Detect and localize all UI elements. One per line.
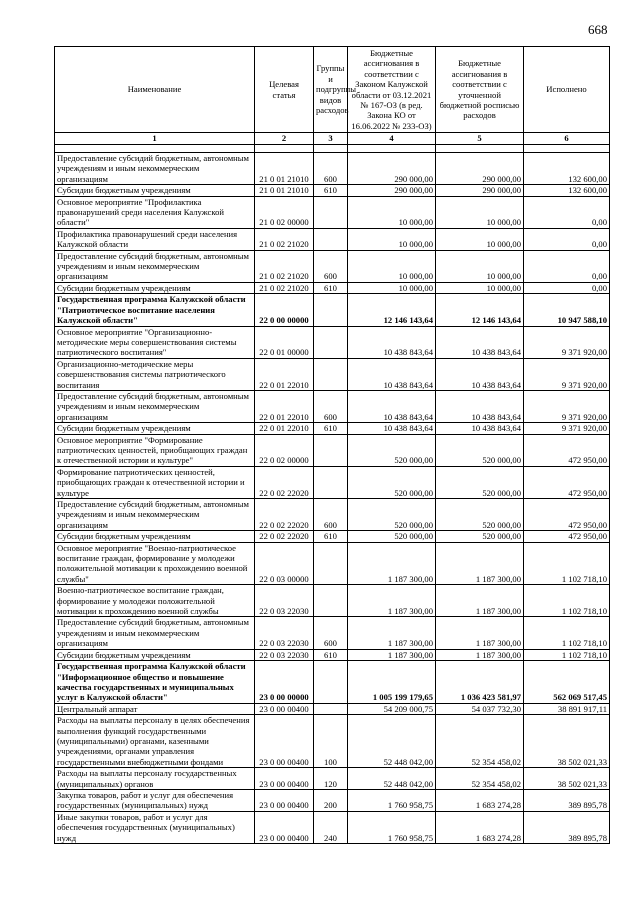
page-number: 668 bbox=[588, 22, 608, 37]
row-executed-amount-cell: 1 102 718,10 bbox=[524, 542, 610, 585]
row-expense-kind-cell: 240 bbox=[314, 811, 348, 843]
row-refined-amount-cell: 10 000,00 bbox=[436, 196, 524, 228]
row-executed-amount-cell: 132 600,00 bbox=[524, 153, 610, 185]
row-refined-amount-cell: 10 438 843,64 bbox=[436, 423, 524, 434]
row-target-code-cell: 21 0 02 21020 bbox=[255, 250, 314, 282]
row-refined-amount-cell: 1 683 274,28 bbox=[436, 789, 524, 811]
row-name-cell: Субсидии бюджетным учреждениям bbox=[55, 531, 255, 542]
row-law-amount-cell: 10 000,00 bbox=[348, 250, 436, 282]
row-expense-kind-cell bbox=[314, 326, 348, 358]
row-law-amount-cell: 1 187 300,00 bbox=[348, 649, 436, 660]
row-expense-kind-cell bbox=[314, 661, 348, 704]
row-expense-kind-cell: 610 bbox=[314, 649, 348, 660]
row-name-cell: Государственная программа Калужской области "Патриотическое воспитание населения Калужской области" bbox=[55, 294, 255, 326]
row-law-amount-cell: 1 187 300,00 bbox=[348, 585, 436, 617]
row-executed-amount-cell: 9 371 920,00 bbox=[524, 326, 610, 358]
row-law-amount-cell: 1 187 300,00 bbox=[348, 542, 436, 585]
row-refined-amount-cell: 1 187 300,00 bbox=[436, 585, 524, 617]
row-target-code-cell: 22 0 01 22010 bbox=[255, 358, 314, 390]
table-row bbox=[55, 617, 610, 649]
row-target-code-cell: 22 0 02 22020 bbox=[255, 466, 314, 498]
row-name-cell: Основное мероприятие "Организационно-методические меры совершенствования системы патриотического воспитания" bbox=[55, 326, 255, 358]
row-refined-amount-cell: 12 146 143,64 bbox=[436, 294, 524, 326]
row-executed-amount-cell: 0,00 bbox=[524, 228, 610, 250]
row-law-amount-cell: 10 000,00 bbox=[348, 282, 436, 293]
row-law-amount-cell: 520 000,00 bbox=[348, 531, 436, 542]
row-expense-kind-cell bbox=[314, 434, 348, 466]
table-row bbox=[55, 768, 610, 790]
table-row bbox=[55, 542, 610, 585]
table-row bbox=[55, 499, 610, 531]
table-row bbox=[55, 250, 610, 282]
header-name: Наименование bbox=[55, 47, 255, 133]
row-refined-amount-cell: 520 000,00 bbox=[436, 531, 524, 542]
row-target-code-cell: 22 0 02 22020 bbox=[255, 499, 314, 531]
row-law-amount-cell: 12 146 143,64 bbox=[348, 294, 436, 326]
row-refined-amount-cell: 1 036 423 581,97 bbox=[436, 661, 524, 704]
row-expense-kind-cell: 120 bbox=[314, 768, 348, 790]
row-executed-amount-cell: 472 950,00 bbox=[524, 434, 610, 466]
row-executed-amount-cell: 38 502 021,33 bbox=[524, 715, 610, 768]
row-name-cell: Расходы на выплаты персоналу государственных (муниципальных) органов bbox=[55, 768, 255, 790]
row-law-amount-cell: 10 438 843,64 bbox=[348, 358, 436, 390]
table-row bbox=[55, 294, 610, 326]
row-expense-kind-cell: 600 bbox=[314, 153, 348, 185]
row-target-code-cell: 23 0 00 00400 bbox=[255, 703, 314, 714]
row-expense-kind-cell: 610 bbox=[314, 423, 348, 434]
row-law-amount-cell: 10 000,00 bbox=[348, 196, 436, 228]
row-name-cell: Основное мероприятие "Формирование патриотических ценностей, приобщающих граждан к отечественной истории и культуре" bbox=[55, 434, 255, 466]
row-name-cell: Закупка товаров, работ и услуг для обеспечения государственных (муниципальных) нужд bbox=[55, 789, 255, 811]
column-number: 4 bbox=[348, 133, 436, 145]
row-expense-kind-cell bbox=[314, 358, 348, 390]
row-law-amount-cell: 520 000,00 bbox=[348, 434, 436, 466]
row-executed-amount-cell: 389 895,78 bbox=[524, 811, 610, 843]
row-name-cell: Центральный аппарат bbox=[55, 703, 255, 714]
row-target-code-cell: 22 0 01 00000 bbox=[255, 326, 314, 358]
row-law-amount-cell: 1 187 300,00 bbox=[348, 617, 436, 649]
budget-table bbox=[54, 46, 610, 844]
row-executed-amount-cell: 9 371 920,00 bbox=[524, 423, 610, 434]
row-target-code-cell: 21 0 02 21020 bbox=[255, 228, 314, 250]
row-refined-amount-cell: 1 187 300,00 bbox=[436, 542, 524, 585]
row-name-cell: Субсидии бюджетным учреждениям bbox=[55, 423, 255, 434]
table-row bbox=[55, 661, 610, 704]
row-name-cell: Иные закупки товаров, работ и услуг для обеспечения государственных (муниципальных) нужд bbox=[55, 811, 255, 843]
row-law-amount-cell: 1 760 958,75 bbox=[348, 789, 436, 811]
row-name-cell: Военно-патриотическое воспитание граждан, формирование у молодежи положительной мотивации к прохождению военной службы bbox=[55, 585, 255, 617]
row-executed-amount-cell: 38 891 917,11 bbox=[524, 703, 610, 714]
table-row bbox=[55, 811, 610, 843]
row-name-cell: Субсидии бюджетным учреждениям bbox=[55, 649, 255, 660]
row-law-amount-cell: 52 448 042,00 bbox=[348, 715, 436, 768]
table-row bbox=[55, 282, 610, 293]
table-row bbox=[55, 466, 610, 498]
row-refined-amount-cell: 520 000,00 bbox=[436, 434, 524, 466]
header-expense-groups: Группы и подгруппы видов расходов bbox=[314, 47, 348, 133]
row-target-code-cell: 22 0 00 00000 bbox=[255, 294, 314, 326]
table-row bbox=[55, 196, 610, 228]
row-law-amount-cell: 1 760 958,75 bbox=[348, 811, 436, 843]
row-expense-kind-cell: 600 bbox=[314, 250, 348, 282]
row-target-code-cell: 22 0 03 22030 bbox=[255, 585, 314, 617]
row-target-code-cell: 23 0 00 00000 bbox=[255, 661, 314, 704]
row-executed-amount-cell: 38 502 021,33 bbox=[524, 768, 610, 790]
row-law-amount-cell: 520 000,00 bbox=[348, 466, 436, 498]
row-refined-amount-cell: 10 000,00 bbox=[436, 282, 524, 293]
row-refined-amount-cell: 290 000,00 bbox=[436, 153, 524, 185]
row-expense-kind-cell: 600 bbox=[314, 499, 348, 531]
row-target-code-cell: 23 0 00 00400 bbox=[255, 789, 314, 811]
row-law-amount-cell: 10 000,00 bbox=[348, 228, 436, 250]
table-row bbox=[55, 789, 610, 811]
row-expense-kind-cell: 600 bbox=[314, 390, 348, 422]
column-number: 2 bbox=[255, 133, 314, 145]
row-executed-amount-cell: 389 895,78 bbox=[524, 789, 610, 811]
row-target-code-cell: 23 0 00 00400 bbox=[255, 811, 314, 843]
row-target-code-cell: 21 0 02 21020 bbox=[255, 282, 314, 293]
header-refined-allocations: Бюджетные ассигнования в соответствии с уточненной бюджетной росписью расходов bbox=[436, 47, 524, 133]
row-law-amount-cell: 290 000,00 bbox=[348, 185, 436, 196]
row-target-code-cell: 23 0 00 00400 bbox=[255, 768, 314, 790]
row-refined-amount-cell: 10 438 843,64 bbox=[436, 390, 524, 422]
row-executed-amount-cell: 0,00 bbox=[524, 250, 610, 282]
row-law-amount-cell: 520 000,00 bbox=[348, 499, 436, 531]
row-target-code-cell: 21 0 01 21010 bbox=[255, 185, 314, 196]
header-row bbox=[55, 47, 610, 133]
row-expense-kind-cell bbox=[314, 542, 348, 585]
row-target-code-cell: 23 0 00 00400 bbox=[255, 715, 314, 768]
row-name-cell: Основное мероприятие "Профилактика правонарушений среди населения Калужской области" bbox=[55, 196, 255, 228]
row-law-amount-cell: 54 209 000,75 bbox=[348, 703, 436, 714]
row-expense-kind-cell: 610 bbox=[314, 185, 348, 196]
row-refined-amount-cell: 1 683 274,28 bbox=[436, 811, 524, 843]
row-refined-amount-cell: 290 000,00 bbox=[436, 185, 524, 196]
column-number-row bbox=[55, 133, 610, 145]
row-expense-kind-cell bbox=[314, 585, 348, 617]
row-expense-kind-cell: 200 bbox=[314, 789, 348, 811]
row-executed-amount-cell: 1 102 718,10 bbox=[524, 617, 610, 649]
row-refined-amount-cell: 520 000,00 bbox=[436, 499, 524, 531]
row-law-amount-cell: 52 448 042,00 bbox=[348, 768, 436, 790]
row-refined-amount-cell: 1 187 300,00 bbox=[436, 649, 524, 660]
header-law-allocations: Бюджетные ассигнования в соответствии с Законом Калужской области от 03.12.2021 № 167-ОЗ (в ред. Закона КО от 16.06.2022 № 233-ОЗ) bbox=[348, 47, 436, 133]
header-target-article: Целевая статья bbox=[255, 47, 314, 133]
column-number: 3 bbox=[314, 133, 348, 145]
table-row bbox=[55, 153, 610, 185]
row-name-cell: Государственная программа Калужской области "Информационное общество и повышение качества государственных и муниципальных услуг в Калужской области" bbox=[55, 661, 255, 704]
column-number: 5 bbox=[436, 133, 524, 145]
row-target-code-cell: 22 0 01 22010 bbox=[255, 390, 314, 422]
row-target-code-cell: 21 0 01 21010 bbox=[255, 153, 314, 185]
table-row bbox=[55, 326, 610, 358]
row-expense-kind-cell: 610 bbox=[314, 531, 348, 542]
table-body bbox=[55, 153, 610, 844]
row-expense-kind-cell: 100 bbox=[314, 715, 348, 768]
row-executed-amount-cell: 472 950,00 bbox=[524, 499, 610, 531]
row-law-amount-cell: 10 438 843,64 bbox=[348, 390, 436, 422]
row-target-code-cell: 22 0 03 22030 bbox=[255, 617, 314, 649]
row-refined-amount-cell: 10 000,00 bbox=[436, 250, 524, 282]
row-executed-amount-cell: 132 600,00 bbox=[524, 185, 610, 196]
row-executed-amount-cell: 472 950,00 bbox=[524, 531, 610, 542]
row-executed-amount-cell: 0,00 bbox=[524, 282, 610, 293]
row-name-cell: Предоставление субсидий бюджетным, автономным учреждениям и иным некоммерческим организациям bbox=[55, 153, 255, 185]
row-name-cell: Предоставление субсидий бюджетным, автономным учреждениям и иным некоммерческим организациям bbox=[55, 250, 255, 282]
row-law-amount-cell: 10 438 843,64 bbox=[348, 326, 436, 358]
row-executed-amount-cell: 1 102 718,10 bbox=[524, 585, 610, 617]
row-refined-amount-cell: 10 000,00 bbox=[436, 228, 524, 250]
row-target-code-cell: 22 0 03 22030 bbox=[255, 649, 314, 660]
table-row bbox=[55, 228, 610, 250]
row-refined-amount-cell: 52 354 458,02 bbox=[436, 715, 524, 768]
row-target-code-cell: 22 0 02 22020 bbox=[255, 531, 314, 542]
row-target-code-cell: 22 0 01 22010 bbox=[255, 423, 314, 434]
header-executed: Исполнено bbox=[524, 47, 610, 133]
row-name-cell: Предоставление субсидий бюджетным, автономным учреждениям и иным некоммерческим организациям bbox=[55, 390, 255, 422]
table-row bbox=[55, 715, 610, 768]
table-row bbox=[55, 185, 610, 196]
row-expense-kind-cell bbox=[314, 228, 348, 250]
spacer-row bbox=[55, 145, 610, 153]
row-refined-amount-cell: 54 037 732,30 bbox=[436, 703, 524, 714]
table-row bbox=[55, 585, 610, 617]
row-name-cell: Профилактика правонарушений среди населения Калужской области bbox=[55, 228, 255, 250]
row-name-cell: Основное мероприятие "Военно-патриотическое воспитание граждан, формирование у молодежи положительной мотивации к прохождению военной службы" bbox=[55, 542, 255, 585]
row-executed-amount-cell: 10 947 588,10 bbox=[524, 294, 610, 326]
row-executed-amount-cell: 472 950,00 bbox=[524, 466, 610, 498]
row-name-cell: Формирование патриотических ценностей, приобщающих граждан к отечественной истории и культуре bbox=[55, 466, 255, 498]
row-expense-kind-cell: 600 bbox=[314, 617, 348, 649]
row-target-code-cell: 22 0 02 00000 bbox=[255, 434, 314, 466]
row-name-cell: Предоставление субсидий бюджетным, автономным учреждениям и иным некоммерческим организациям bbox=[55, 499, 255, 531]
row-name-cell: Субсидии бюджетным учреждениям bbox=[55, 185, 255, 196]
row-expense-kind-cell: 610 bbox=[314, 282, 348, 293]
table-row bbox=[55, 358, 610, 390]
row-name-cell: Организационно-методические меры совершенствования системы патриотического воспитания bbox=[55, 358, 255, 390]
table-row bbox=[55, 390, 610, 422]
row-executed-amount-cell: 562 069 517,45 bbox=[524, 661, 610, 704]
row-executed-amount-cell: 9 371 920,00 bbox=[524, 390, 610, 422]
row-refined-amount-cell: 10 438 843,64 bbox=[436, 358, 524, 390]
row-expense-kind-cell bbox=[314, 294, 348, 326]
table-row bbox=[55, 423, 610, 434]
row-law-amount-cell: 10 438 843,64 bbox=[348, 423, 436, 434]
row-executed-amount-cell: 1 102 718,10 bbox=[524, 649, 610, 660]
table-row bbox=[55, 434, 610, 466]
row-refined-amount-cell: 10 438 843,64 bbox=[436, 326, 524, 358]
row-name-cell: Субсидии бюджетным учреждениям bbox=[55, 282, 255, 293]
table-row bbox=[55, 649, 610, 660]
column-number: 1 bbox=[55, 133, 255, 145]
row-law-amount-cell: 1 005 199 179,65 bbox=[348, 661, 436, 704]
row-refined-amount-cell: 1 187 300,00 bbox=[436, 617, 524, 649]
row-name-cell: Предоставление субсидий бюджетным, автономным учреждениям и иным некоммерческим организациям bbox=[55, 617, 255, 649]
row-refined-amount-cell: 52 354 458,02 bbox=[436, 768, 524, 790]
table-row bbox=[55, 703, 610, 714]
row-law-amount-cell: 290 000,00 bbox=[348, 153, 436, 185]
row-executed-amount-cell: 9 371 920,00 bbox=[524, 358, 610, 390]
row-expense-kind-cell bbox=[314, 466, 348, 498]
row-name-cell: Расходы на выплаты персоналу в целях обеспечения выполнения функций государственными (муниципальными) органами, казенными учреждениями, органами управления государственными внебюджетными фондами bbox=[55, 715, 255, 768]
column-number: 6 bbox=[524, 133, 610, 145]
table-row bbox=[55, 531, 610, 542]
row-executed-amount-cell: 0,00 bbox=[524, 196, 610, 228]
row-refined-amount-cell: 520 000,00 bbox=[436, 466, 524, 498]
row-target-code-cell: 22 0 03 00000 bbox=[255, 542, 314, 585]
row-expense-kind-cell bbox=[314, 196, 348, 228]
row-expense-kind-cell bbox=[314, 703, 348, 714]
row-target-code-cell: 21 0 02 00000 bbox=[255, 196, 314, 228]
